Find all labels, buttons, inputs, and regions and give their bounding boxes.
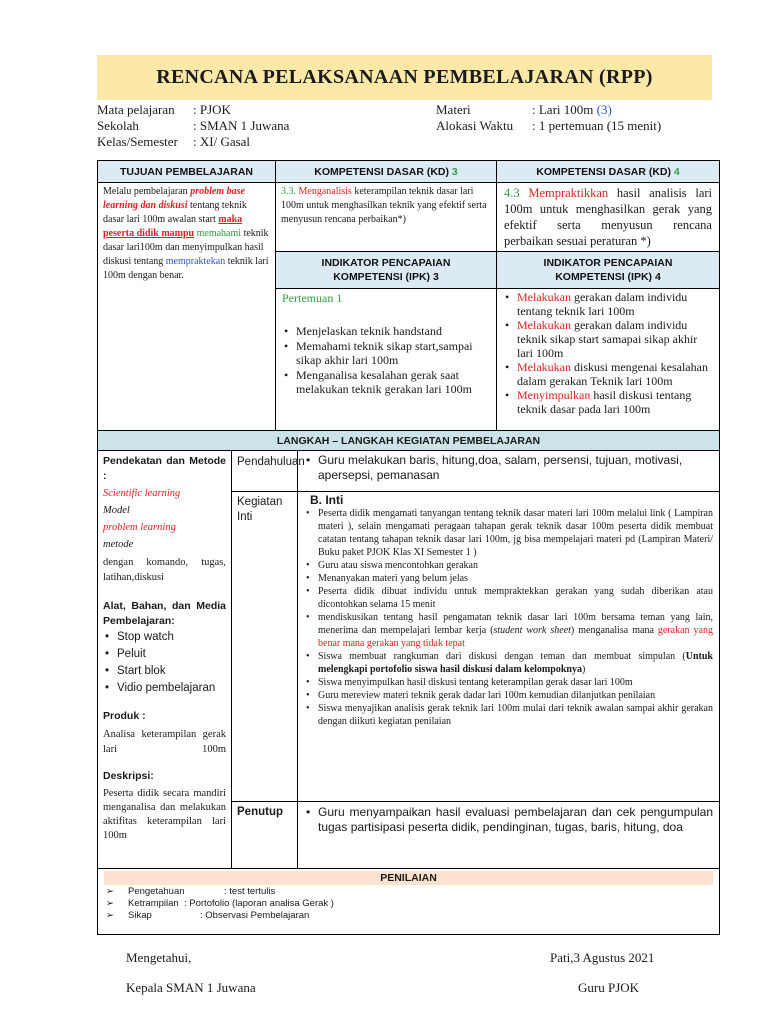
kd3-column (276, 161, 497, 430)
title-banner (97, 55, 712, 100)
meta-key: Alokasi Waktu (436, 118, 514, 133)
ipk3-pertemuan: Pertemuan 1 (282, 291, 343, 305)
deskripsi-text: Peserta didik secara mandiri menganalisa dan melakukan aktifitas keterampilan lari 100m (103, 788, 226, 841)
penilaian-value: : Portofolio (laporan analisa Gerak ) (184, 898, 334, 909)
ipk4-item (503, 318, 713, 360)
inti-item: • Siswa menyajikan analisis gerak teknik lari 100m mulai dari teknik awalan sampai akhir gerakan dengan diikuti kegiatan penilaian (304, 702, 713, 728)
tujuan-text-1: Melalu pembelajaran (103, 186, 188, 197)
pendahuluan-item: • Guru melakukan baris, hitung,doa, salam, persensi, tujuan, motivasi, apersepsi, pemanasan (304, 453, 713, 483)
materi-value: : Lari 100m (532, 102, 594, 117)
metode-description: dengan komando, tugas, latihan,diskusi (103, 557, 226, 583)
tujuan-kd-table (97, 160, 720, 431)
kd3-header-label: KOMPETENSI DASAR (KD) (314, 165, 449, 178)
meta-info-left (97, 102, 427, 150)
ipk4-item (503, 290, 713, 318)
alat-item: • Stop watch (103, 629, 226, 646)
pendekatan-column (98, 451, 232, 868)
alat-item: • Vidio pembelajaran (103, 680, 226, 697)
inti-item: • Menanyakan materi yang belum jelas (304, 572, 713, 585)
meta-key: Materi (436, 102, 471, 117)
inti-item-highlight: gerakan yang benar mana gerakan yang tidak tepat (318, 625, 713, 649)
pendekatan-problem-learning: problem learning (103, 522, 176, 533)
materi-number: (3) (596, 102, 612, 117)
alat-item: • Start blok (103, 663, 226, 680)
inti-item-italic: student work sheet (493, 625, 571, 636)
inti-item: • Guru mereview materi teknik gerak dadar lari 100m kemudian dilanjutkan penilaian (304, 689, 713, 702)
meta-row-materi (436, 102, 736, 118)
ipk4-item (503, 360, 713, 388)
meta-row-alokasi (436, 118, 736, 134)
arrow-icon: ➢ (106, 886, 114, 897)
inti-content (298, 491, 719, 801)
penilaian-item (106, 910, 711, 922)
kd4-description: hasil analisis lari 100m untuk menghasilkan gerak yang efektif serta menyusun rencana perbaikan sesuai peraturan *) (504, 186, 713, 248)
ipk4-text: hasil diskusi tentang teknik dasar pada lari 100m (517, 388, 692, 416)
penutup-list (304, 805, 713, 835)
penilaian-value: : Observasi Pembelajaran (200, 910, 310, 921)
pendekatan-metode: metode (103, 539, 134, 550)
meta-key: Sekolah (97, 118, 139, 133)
meta-value: : 1 pertemuan (15 menit) (532, 118, 662, 133)
pendekatan-title: Pendekatan dan Metode : (103, 455, 226, 482)
signature-left-line2: Kepala SMAN 1 Juwana (126, 980, 256, 995)
ipk4-verb: Melakukan (517, 318, 571, 332)
kd4-header-label: KOMPETENSI DASAR (KD) (536, 165, 671, 178)
penilaian-list (98, 885, 719, 923)
inti-item-text2: ) (581, 664, 586, 675)
produk-text: Analisa keterampilan gerak lari 100m (103, 729, 226, 755)
pendahuluan-list (304, 453, 713, 483)
meta-row-mata-pelajaran (97, 102, 427, 118)
penilaian-key: Ketrampilan (128, 898, 179, 909)
inti-list (304, 507, 713, 728)
kd4-verb: Mempraktikkan (528, 186, 609, 200)
document-title: RENCANA PELAKSANAAN PEMBELAJARAN (RPP) (156, 66, 653, 88)
kd4-column (497, 161, 719, 430)
penilaian-key: Sikap (128, 910, 152, 921)
inti-item-text: mendiskusikan tentang hasil pengamatan teknik dasar lari 100m bersama teman yang lain, menerima dan mempelajari lembar kerja ( (318, 612, 713, 636)
ipk3-header-line1: INDIKATOR PENCAPAIAN (321, 257, 451, 269)
inti-item: • Peserta didik mengamati tanyangan tentang teknik dasar materi lari 100m melalui link ( Lampiran materi ), selain mengamati peragaan tahapan gerak teknik dasar 100m peserta didik membuat catatan tentang tahapan teknik dasar lari 100m, jg bisa mempelajari materi pd (Lampiran Materi/ Buku paket PJOK Klas XI Semester 1 ) (304, 507, 713, 559)
ipk4-header (497, 251, 719, 289)
meta-value: : SMAN 1 Juwana (193, 118, 290, 133)
ipk4-text: gerakan dalam individu teknik sikap start samapai sikap akhir lari 100m (517, 318, 698, 360)
ipk3-content (276, 289, 496, 399)
inti-title: B. Inti (310, 493, 344, 507)
arrow-icon: ➢ (106, 910, 114, 921)
meta-key: Mata pelajaran (97, 102, 175, 117)
ipk4-item (503, 388, 713, 416)
penilaian-item (106, 898, 711, 910)
ipk3-header (276, 251, 496, 289)
inti-item: • Siswa menyimpulkan hasil diskusi tentang keterampilan gerak dasar lari 100m (304, 676, 713, 689)
signature-left-line1: Mengetahui, (126, 950, 192, 965)
penilaian-value: : test tertulis (224, 886, 276, 897)
tujuan-text-4: teknik lari 100m dengan benar. (103, 256, 269, 281)
meta-value (532, 102, 736, 118)
row-divider (232, 801, 719, 802)
inti-item-text: Siswa membuat rangkuman dari diskusi dengan teman dan membuat simpulan ( (318, 651, 686, 662)
tujuan-highlight-2: maka peserta didik mampu (103, 214, 243, 239)
kd3-number: 3.3. (281, 186, 296, 197)
produk-title: Produk : (103, 710, 146, 722)
tujuan-highlight-3: memahami (196, 228, 242, 239)
ipk4-header-line1: INDIKATOR PENCAPAIAN (543, 257, 673, 269)
meta-info-right (436, 102, 736, 134)
penutup-label-text: Penutup (237, 806, 283, 818)
alat-item: • Peluit (103, 646, 226, 663)
pendekatan-scientific: Scientific learning (103, 488, 181, 499)
meta-key: Kelas/Semester (97, 134, 178, 149)
ipk3-item: • Menjelaskan teknik handstand (282, 324, 490, 339)
inti-item (304, 650, 713, 676)
tujuan-highlight-1: problem base learning dan diskusi (103, 186, 245, 211)
ipk4-header-line2: KOMPETENSI (IPK) 4 (555, 271, 661, 283)
inti-item (304, 611, 713, 650)
pendekatan-model: Model (103, 505, 130, 516)
ipk4-list (497, 289, 719, 417)
ipk3-list (282, 324, 490, 397)
kd4-header-number: 4 (673, 165, 680, 178)
kd4-text (497, 183, 719, 251)
arrow-icon: ➢ (106, 898, 114, 909)
kd4-number: 4.3 (504, 186, 520, 200)
pendahuluan-label: Pendahuluan (232, 451, 298, 491)
ipk4-verb: Melakukan (517, 360, 571, 374)
kd3-text (276, 183, 496, 251)
penilaian-section (97, 869, 720, 935)
meta-value: : PJOK (193, 102, 231, 117)
inti-item: • Guru atau siswa mencontohkan gerakan (304, 559, 713, 572)
penutup-item: • Guru menyampaikan hasil evaluasi pembelajaran dan cek pengumpulan tugas partisipasi peserta didik, pendinginan, tugas, baris, hitung, doa (304, 805, 713, 835)
kd3-header-number: 3 (451, 165, 458, 178)
ipk4-text: gerakan dalam individu tentang teknik lari 100m (517, 290, 688, 318)
kd4-header (497, 161, 719, 183)
meta-value: : XI/ Gasal (193, 134, 251, 149)
ipk3-item: • Memahami teknik sikap start,sampai sikap akhir lari 100m (282, 339, 490, 368)
tujuan-text (98, 183, 275, 285)
penilaian-key: Pengetahuan (128, 886, 185, 897)
ipk4-text: diskusi mengenai kesalahan dalam gerakan Teknik lari 100m (517, 360, 708, 388)
penutup-label (232, 801, 298, 868)
ipk4-verb: Melakukan (517, 290, 571, 304)
tujuan-column (98, 161, 276, 430)
ipk3-item: • Menganalisa kesalahan gerak saat melakukan teknik gerakan lari 100m (282, 368, 490, 397)
deskripsi-title: Deskripsi: (103, 770, 154, 782)
alat-list (103, 629, 226, 697)
meta-row-sekolah (97, 118, 427, 134)
tujuan-text-2: tentang teknik dasar lari 100m awalan start (103, 200, 247, 225)
signature-right-line1: Pati,3 Agustus 2021 (550, 950, 655, 965)
meta-row-kelas (97, 134, 427, 150)
signature-right-line2: Guru PJOK (578, 980, 640, 995)
tujuan-header: TUJUAN PEMBELAJARAN (98, 161, 275, 183)
ipk4-verb: Menyimpulkan (517, 388, 591, 402)
inti-label: Kegiatan Inti (232, 491, 298, 801)
tujuan-text-3: teknik dasar lari100m dan menyimpulkan hasil diskusi tentang (103, 228, 269, 267)
penilaian-item (106, 886, 711, 898)
pendahuluan-content (298, 451, 719, 491)
inti-item-text2: ) menganalisa mana (570, 625, 654, 636)
penutup-content (298, 803, 719, 868)
penilaian-header: PENILAIAN (104, 871, 713, 885)
langkah-table (97, 431, 720, 869)
alat-title: Alat, Bahan, dan Media Pembelajaran: (103, 600, 226, 627)
ipk3-header-line2: KOMPETENSI (IPK) 3 (333, 271, 439, 283)
kd3-header (276, 161, 496, 183)
inti-item-bold: Untuk melengkapi portofolio siswa hasil diskusi dalam kelompoknya (318, 651, 713, 675)
kd3-verb: Menganalisis (298, 186, 352, 197)
inti-item: • Peserta didik dibuat individu untuk mempraktekkan gerakan yang sudah diberikan atau dicontohkan selama 15 menit (304, 585, 713, 611)
tujuan-highlight-4: mempraktekan (165, 256, 226, 267)
kd3-description: keterampilan teknik dasar lari 100m untuk menghasilkan teknik yang efektif serta menyusun rencana perbaikan*) (281, 186, 487, 225)
langkah-header: LANGKAH – LANGKAH KEGIATAN PEMBELAJARAN (98, 431, 719, 451)
